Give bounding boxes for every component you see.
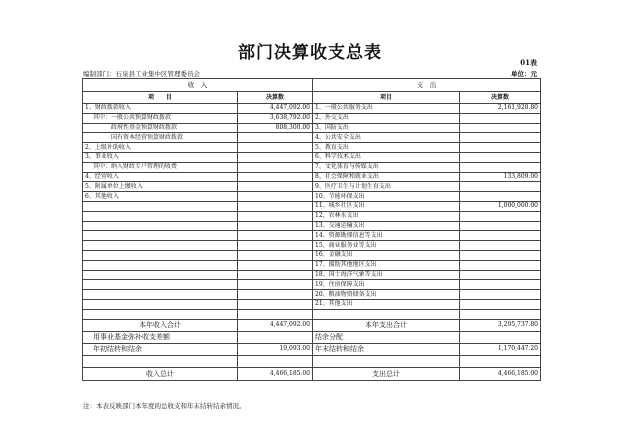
expense-amount-cell (460, 241, 541, 251)
department-label: 编制部门：石泉县工业集中区管理委员会 (83, 70, 200, 78)
page-title: 部门决算收支总表 (238, 43, 382, 63)
expense-amount-cell (460, 123, 541, 133)
expense-summary-amount: 1,170,447.20 (460, 343, 541, 355)
expense-amount-cell (460, 211, 541, 221)
income-amount-cell (238, 201, 313, 211)
expense-amount-cell: 2,161,928.80 (460, 104, 541, 114)
income-item-cell: 2、上级补助收入 (83, 143, 238, 153)
expense-amount-cell (460, 270, 541, 280)
expense-item-cell: 7、文化体育与传媒支出 (313, 162, 460, 172)
income-summary-label: 用事业基金弥补收支差额 (83, 331, 238, 343)
expense-amount-header: 决算数 (460, 92, 541, 104)
expense-amount-cell (460, 299, 541, 309)
expense-item-cell: 10、节能环保支出 (313, 192, 460, 202)
expense-amount-cell (460, 260, 541, 270)
income-amount-cell (238, 231, 313, 241)
income-summary-label (83, 355, 238, 367)
income-item-cell: 政府性基金预算财政拨款 (83, 123, 238, 133)
expense-summary-amount: 3,295,737.80 (460, 319, 541, 331)
expense-item-cell: 15、商业服务业等支出 (313, 241, 460, 251)
table-row (83, 299, 541, 309)
table-number: 01表 (520, 58, 537, 67)
expense-amount-cell (460, 309, 541, 319)
expense-summary-amount (460, 355, 541, 367)
table-row (83, 133, 541, 143)
expense-item-cell: 3、国防支出 (313, 123, 460, 133)
expense-item-cell: 20、粮油物资储备支出 (313, 290, 460, 300)
income-item-cell (83, 299, 238, 309)
expense-summary-label: 年末结转和结余 (313, 343, 460, 355)
income-item-cell: 4、经营收入 (83, 172, 238, 182)
income-item-cell: 6、其他收入 (83, 192, 238, 202)
income-item-cell (83, 231, 238, 241)
expense-item-cell: 6、科学技术支出 (313, 152, 460, 162)
expense-item-cell: 21、其他支出 (313, 299, 460, 309)
income-summary-amount: 4,447,092.00 (238, 319, 313, 331)
expense-amount-cell (460, 143, 541, 153)
expense-item-cell: 5、教育支出 (313, 143, 460, 153)
income-total-amount: 4,466,185.00 (238, 367, 313, 380)
expense-amount-cell (460, 192, 541, 202)
table-row (83, 241, 541, 251)
expense-amount-cell (460, 231, 541, 241)
expense-summary-label (313, 355, 460, 367)
table-row (83, 260, 541, 270)
income-item-cell: 3、事业收入 (83, 152, 238, 162)
income-item-cell: 其中：一般公共预算财政拨款 (83, 113, 238, 123)
total-row (83, 367, 541, 380)
expense-item-cell: 1、一般公共服务支出 (313, 104, 460, 114)
income-amount-cell (238, 211, 313, 221)
income-item-cell (83, 309, 238, 319)
income-amount-cell (238, 241, 313, 251)
income-item-cell (83, 221, 238, 231)
income-item-cell (83, 201, 238, 211)
income-header: 收 入 (83, 79, 313, 92)
table-row (83, 192, 541, 202)
expense-item-cell (313, 309, 460, 319)
income-item-cell: 国有资本经营预算财政拨款 (83, 133, 238, 143)
expense-summary-label: 本年支出合计 (313, 319, 460, 331)
expense-item-header: 项目 (313, 92, 460, 104)
table-row (83, 162, 541, 172)
income-amount-cell (238, 162, 313, 172)
table-row (83, 221, 541, 231)
income-item-header: 项 目 (83, 92, 238, 104)
income-item-cell (83, 260, 238, 270)
expense-amount-cell (460, 113, 541, 123)
table-row (83, 143, 541, 153)
income-amount-cell (238, 299, 313, 309)
income-summary-amount: 19,093.00 (238, 343, 313, 355)
expense-amount-cell (460, 280, 541, 290)
table-row (83, 309, 541, 319)
table-row (83, 152, 541, 162)
expense-summary-label: 结余分配 (313, 331, 460, 343)
income-summary-label: 年初结转和结余 (83, 343, 238, 355)
expense-item-cell: 19、住房保障支出 (313, 280, 460, 290)
table-row (83, 182, 541, 192)
income-amount-cell (238, 260, 313, 270)
income-amount-cell (238, 250, 313, 260)
income-item-cell: 5、附属单位上缴收入 (83, 182, 238, 192)
expense-item-cell: 9、医疗卫生与计划生育支出 (313, 182, 460, 192)
expense-item-cell: 18、国土海洋气象等支出 (313, 270, 460, 280)
income-amount-cell (238, 290, 313, 300)
table-row (83, 123, 541, 133)
income-amount-cell (238, 152, 313, 162)
expense-amount-cell (460, 133, 541, 143)
expense-item-cell: 4、公共安全支出 (313, 133, 460, 143)
unit-label: 单位：元 (511, 70, 537, 78)
income-item-cell (83, 211, 238, 221)
expense-item-cell: 13、交通运输支出 (313, 221, 460, 231)
table-row (83, 290, 541, 300)
table-row (83, 172, 541, 182)
expense-amount-cell (460, 221, 541, 231)
income-amount-cell (238, 270, 313, 280)
expense-summary-amount (460, 331, 541, 343)
income-item-cell (83, 280, 238, 290)
income-amount-cell (238, 309, 313, 319)
expense-amount-cell: 133,809.00 (460, 172, 541, 182)
income-amount-cell (238, 182, 313, 192)
expense-amount-cell (460, 182, 541, 192)
income-amount-cell: 4,447,092.00 (238, 104, 313, 114)
expense-item-cell: 8、社会保障和就业支出 (313, 172, 460, 182)
income-amount-cell (238, 133, 313, 143)
expense-amount-cell (460, 250, 541, 260)
expense-item-cell: 17、援助其他地区支出 (313, 260, 460, 270)
expense-item-cell: 2、外交支出 (313, 113, 460, 123)
income-item-cell (83, 270, 238, 280)
table-row (83, 201, 541, 211)
table-row (83, 211, 541, 221)
income-amount-cell (238, 192, 313, 202)
income-amount-cell: 808,300.00 (238, 123, 313, 133)
income-amount-cell (238, 280, 313, 290)
column-header-row (83, 92, 541, 104)
income-item-cell: 其中：纳入财政专户管理的收费 (83, 162, 238, 172)
expense-item-cell: 12、农林水支出 (313, 211, 460, 221)
table-row (83, 113, 541, 123)
income-summary-amount (238, 355, 313, 367)
summary-row (83, 343, 541, 355)
expense-item-cell: 14、资源勘探信息等支出 (313, 231, 460, 241)
expense-amount-cell: 1,000,000.00 (460, 201, 541, 211)
expense-total-amount: 4,466,185.00 (460, 367, 541, 380)
expense-amount-cell (460, 290, 541, 300)
income-item-cell (83, 241, 238, 251)
expense-amount-cell (460, 162, 541, 172)
table-row (83, 104, 541, 114)
summary-row (83, 355, 541, 367)
table-row (83, 270, 541, 280)
income-amount-header: 决算数 (238, 92, 313, 104)
income-amount-cell (238, 143, 313, 153)
expense-amount-cell (460, 152, 541, 162)
table-row (83, 231, 541, 241)
expense-item-cell: 11、城乡社区支出 (313, 201, 460, 211)
income-item-cell (83, 290, 238, 300)
income-item-cell (83, 250, 238, 260)
budget-summary-table (82, 78, 541, 381)
income-total-label: 收入总计 (83, 367, 238, 380)
table-row (83, 280, 541, 290)
table-row (83, 250, 541, 260)
income-item-cell: 1、财政拨款收入 (83, 104, 238, 114)
expense-item-cell: 16、金融支出 (313, 250, 460, 260)
expense-total-label: 支出总计 (313, 367, 460, 380)
table-header-row (83, 79, 541, 92)
summary-row (83, 331, 541, 343)
income-amount-cell: 3,638,792.00 (238, 113, 313, 123)
income-summary-amount (238, 331, 313, 343)
footnote: 注：本表反映部门本年度的总收支和年末结转结余情况。 (83, 402, 246, 410)
income-summary-label: 本年收入合计 (83, 319, 238, 331)
income-amount-cell (238, 172, 313, 182)
expense-header: 支 出 (313, 79, 541, 92)
summary-row (83, 319, 541, 331)
income-amount-cell (238, 221, 313, 231)
